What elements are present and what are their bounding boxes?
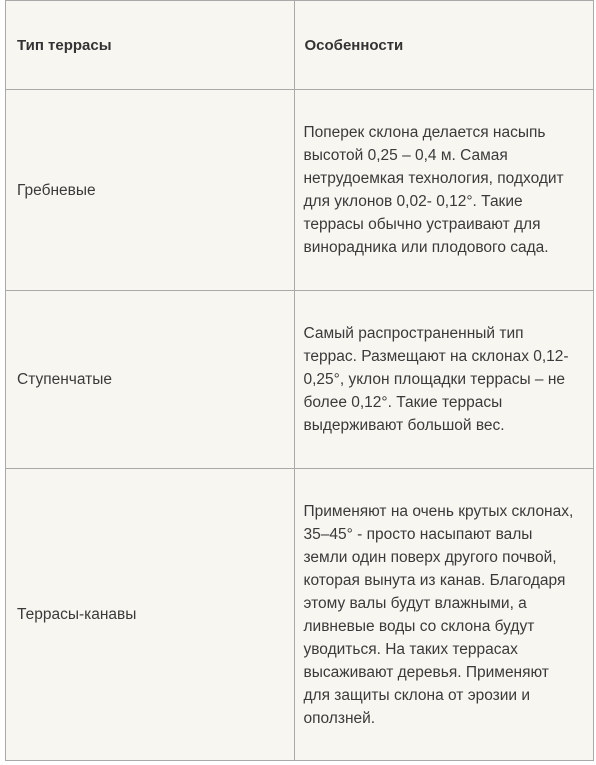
terrace-types-table (6, 1, 593, 760)
terrace-type-name: Террасы-канавы (17, 606, 137, 623)
terrace-type-name: Гребневые (17, 181, 96, 199)
table-row (6, 90, 593, 291)
terrace-features-text: Самый распространенный тип террас. Размещают на склонах 0,12-0,25°, уклон площадки террасы – не более 0,12°. Такие террасы выдерживают большой вес. (303, 325, 569, 434)
header-terrace-type (6, 1, 294, 90)
terrace-features-text: Поперек склона делается насыпь высотой 0,25 – 0,4 м. Самая нетрудоемкая технология, подходит для уклонов 0,02- 0,12°. Такие террасы обычно устраивают для винорадника или плодового сада. (303, 124, 564, 256)
table-row (6, 291, 593, 469)
terrace-features-cell (294, 469, 593, 761)
terrace-features-text: Применяют на очень крутых склонах, 35–45° - просто насыпают валы земли один поверх другого почвой, которая вынута из канав. Благодаря этому валы будут влажными, а ливневые воды со склона будут уводиться. На таких террасах высаживают деревья. Применяют для защиты склона от эрозии и оползней. (303, 502, 574, 727)
terrace-type-cell (6, 291, 294, 469)
terrace-types-table-container (5, 0, 594, 761)
header-features-label: Особенности (304, 36, 404, 54)
header-terrace-type-label: Тип террасы (17, 36, 112, 54)
terrace-features-cell (294, 291, 593, 469)
terrace-features-cell (294, 90, 593, 291)
table-row (6, 469, 593, 761)
table-header-row (6, 1, 593, 90)
terrace-type-cell (6, 90, 294, 291)
terrace-type-name: Ступенчатые (17, 371, 113, 388)
terrace-type-cell (6, 469, 294, 761)
header-features (294, 1, 593, 90)
